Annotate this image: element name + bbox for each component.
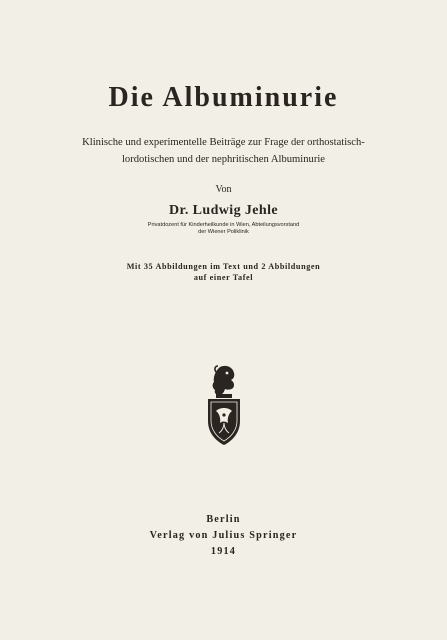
author-name: Dr. Ludwig Jehle [169,203,278,218]
byline: Von [215,184,232,195]
book-title: Die Albuminurie [108,82,339,113]
springer-knight-icon [200,363,248,447]
affiliation-line-1: Privatdozent für Kinderheilkunde in Wien, Abteilungsvorstand [147,222,300,228]
subtitle-line-2: lordotischen und der nephritischen Albuminurie [121,154,325,165]
imprint-year: 1914 [210,546,237,557]
subtitle-line-1: Klinische und experimentelle Beiträge zur Frage der orthostatisch- [82,137,365,148]
imprint-city: Berlin [206,514,241,525]
illustrations-note-line-1: Mit 35 Abbildungen im Text und 2 Abbildungen [126,262,321,271]
illustrations-note-line-2: auf einer Tafel [193,273,254,282]
affiliation-line-2: der Wiener Poliklinik [198,229,249,235]
imprint-publisher: Verlag von Julius Springer [149,530,298,541]
